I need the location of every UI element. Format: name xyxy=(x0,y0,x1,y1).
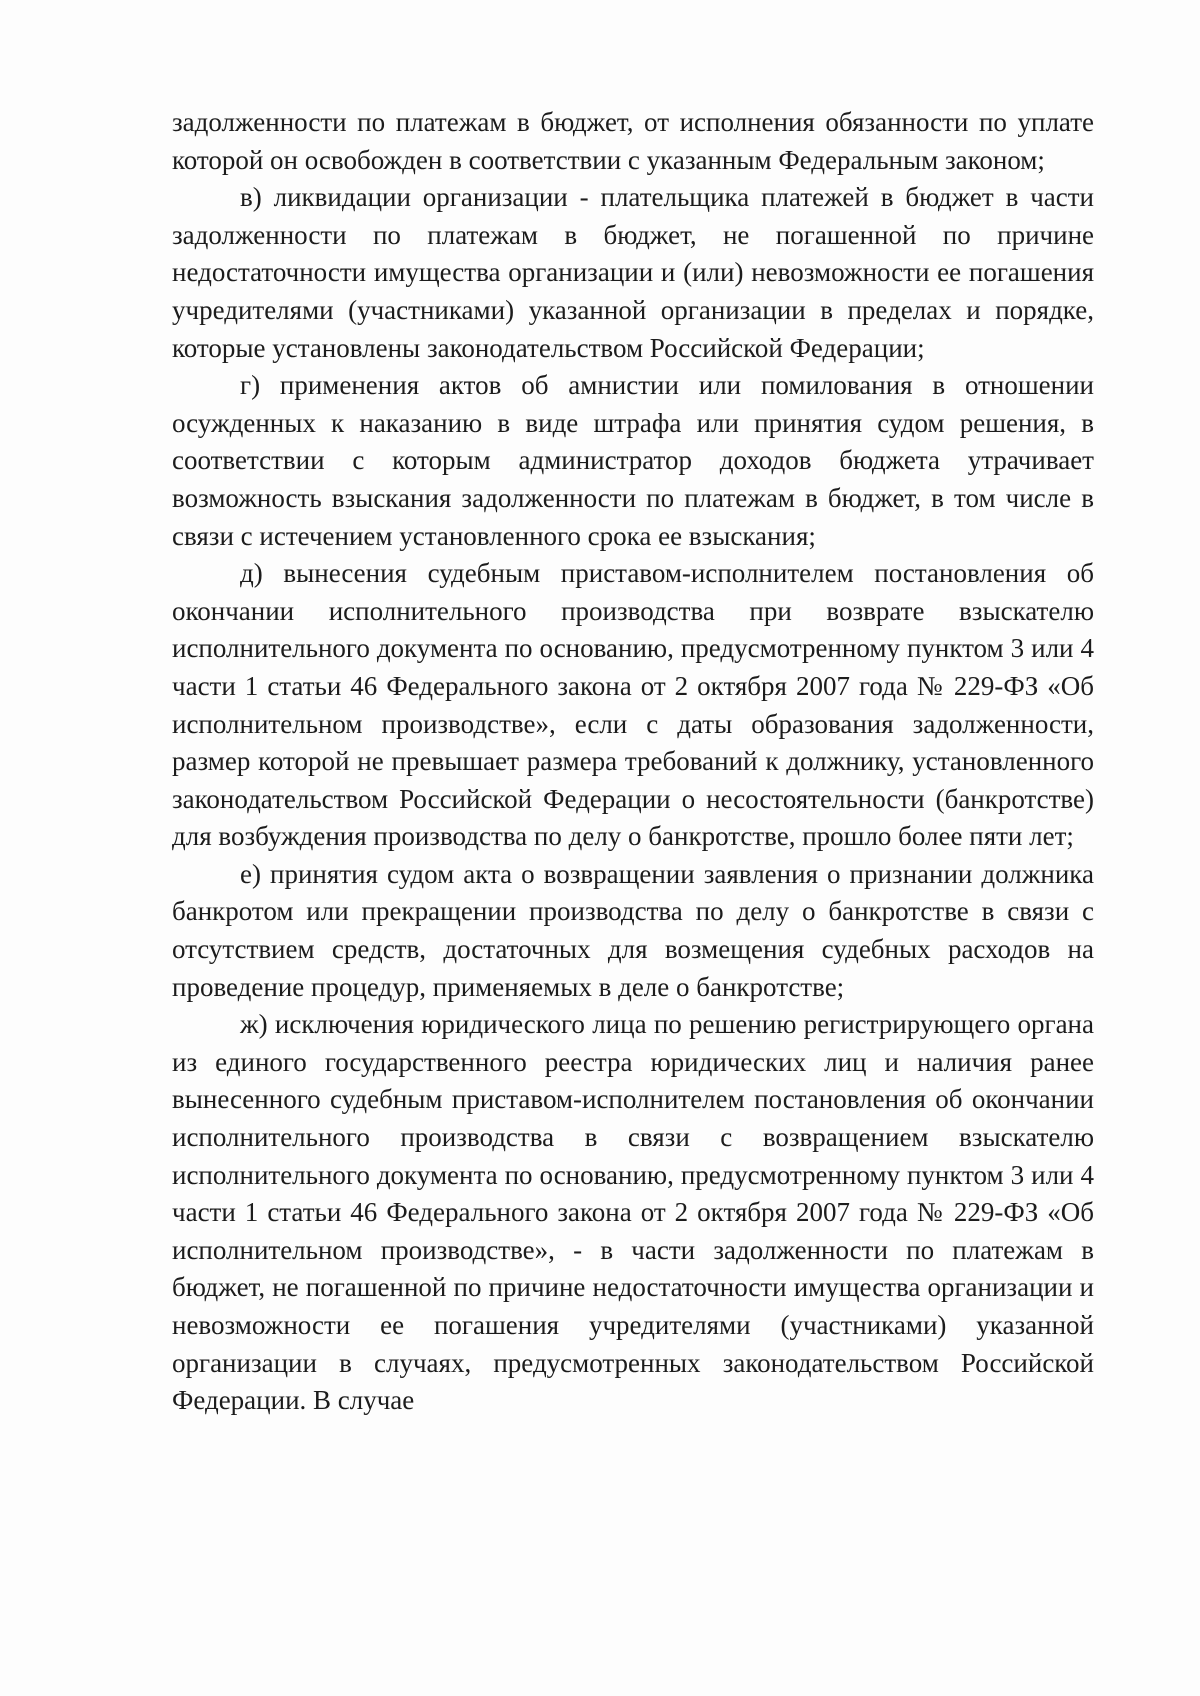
paragraph-item-v: в) ликвидации организации - плательщика платежей в бюджет в части задолженности по платежам в бюджет, не погашенной по причине недостаточности имущества организации и (или) невозможности ее погашения учредителями (участниками) указанной организации в пределах и порядке, которые установлены законодательством Российской Федерации; xyxy=(172,182,1094,363)
paragraph-item-d: д) вынесения судебным приставом-исполнителем постановления об окончании исполнительного производства при возврате взыскателю исполнительного документа по основанию, предусмотренному пунктом 3 или 4 части 1 статьи 46 Федерального закона от 2 октября 2007 года № 229-ФЗ «Об исполнительном производстве», если с даты образования задолженности, размер которой не превышает размера требований к должнику, установленного законодательством Российской Федерации о несостоятельности (банкротстве) для возбуждения производства по делу о банкротстве, прошло более пяти лет; xyxy=(172,558,1094,852)
document-body xyxy=(172,104,1094,1420)
paragraph-continuation: задолженности по платежам в бюджет, от исполнения обязанности по уплате которой он освобожден в соответствии с указанным Федеральным законом; xyxy=(172,107,1094,175)
paragraph-item-e: е) принятия судом акта о возвращении заявления о признании должника банкротом или прекращении производства по делу о банкротстве в связи с отсутствием средств, достаточных для возмещения судебных расходов на проведение процедур, применяемых в деле о банкротстве; xyxy=(172,858,1094,1002)
paragraph-item-zh: ж) исключения юридического лица по решению регистрирующего органа из единого государственного реестра юридических лиц и наличия ранее вынесенного судебным приставом-исполнителем постановления об окончании исполнительного производства в связи с возвращением взыскателю исполнительного документа по основанию, предусмотренному пунктом 3 или 4 части 1 статьи 46 Федерального закона от 2 октября 2007 года № 229-ФЗ «Об исполнительном производстве», - в части задолженности по платежам в бюджет, не погашенной по причине недостаточности имущества организации и невозможности ее погашения учредителями (участниками) указанной организации в случаях, предусмотренных законодательством Российской Федерации. В случае xyxy=(172,1009,1094,1416)
paragraph-item-g: г) применения актов об амнистии или помилования в отношении осужденных к наказанию в виде штрафа или принятия судом решения, в соответствии с которым администратор доходов бюджета утрачивает возможность взыскания задолженности по платежам в бюджет, в том числе в связи с истечением установленного срока ее взыскания; xyxy=(172,370,1094,551)
